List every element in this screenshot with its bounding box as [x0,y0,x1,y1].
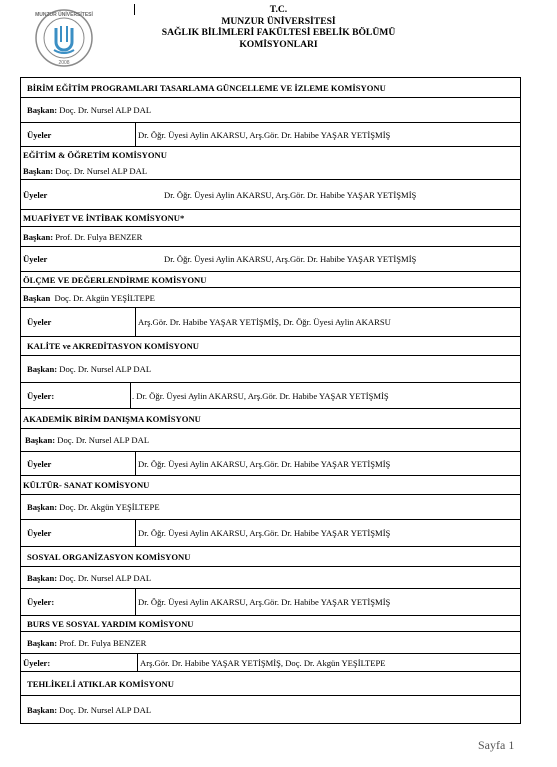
header-line-faculty: SAĞLIK BİLİMLERİ FAKÜLTESİ EBELİK BÖLÜMÜ [161,27,396,39]
chair-name: Prof. Dr. Fulya BENZER [55,231,143,242]
commission-title [21,78,520,97]
commission-members-row [21,122,520,146]
commission-chair-row [21,566,520,588]
commission-title-text: SOSYAL ORGANİZASYON KOMİSYONU [27,551,191,562]
members-names: Dr. Öğr. Üyesi Aylin AKARSU, Arş.Gör. Dr. Habibe YAŞAR YETİŞMİŞ [164,254,417,264]
commission-title-text: KÜLTÜR- SANAT KOMİSYONU [23,480,150,490]
chair-name: Doç. Dr. Nursel ALP DAL [59,572,152,583]
commission-chair-row [21,355,520,382]
members-label: Üyeler: [23,657,51,668]
chair-label: Başkan: [27,637,58,648]
header-line-tc: T.C. [269,4,288,15]
members-label: Üyeler [23,254,48,264]
members-label: Üyeler [23,189,48,200]
commission-title-text: BURS VE SOSYAL YARDIM KOMİSYONU [27,618,194,629]
chair-name: Doç. Dr. Nursel ALP DAL [57,435,150,445]
chair-label: Başkan: [23,166,54,176]
cell-divider [135,308,136,336]
members-label: Üyeler [27,129,52,140]
commission-title-text: KALİTE ve AKREDİTASYON KOMİSYONU [27,341,199,351]
commission-title [21,615,520,631]
commission-chair-row [21,226,520,246]
chair-label: Başkan: [25,435,56,445]
chair-name: Doç. Dr. Akgün YEŞİLTEPE [54,292,155,303]
chair-label: Başkan [23,292,51,303]
commission-members-row [21,519,520,546]
commission-members-row [21,179,520,209]
commission-title-text: TEHLİKELİ ATIKLAR KOMİSYONU [27,678,174,689]
commission-members-row [21,382,520,408]
commission-title [21,671,520,695]
members-label: Üyeler [27,458,52,469]
chair-name: Doç. Dr. Nursel ALP DAL [59,364,152,374]
commission-members-row [21,246,520,271]
commission-chair-row [21,695,520,723]
chair-label: Başkan: [23,231,54,242]
chair-label: Başkan: [27,502,58,512]
svg-text:MUNZUR ÜNİVERSİTESİ: MUNZUR ÜNİVERSİTESİ [35,12,93,18]
members-names: Dr. Öğr. Üyesi Aylin AKARSU, Arş.Gör. Dr. Habibe YAŞAR YETİŞMİŞ [138,129,391,140]
chair-name: Doç. Dr. Nursel ALP DAL [55,166,148,176]
commission-title [21,408,520,428]
commission-title-text: ÖLÇME VE DEĞERLENDİRME KOMİSYONU [23,274,207,285]
cell-divider [130,383,131,408]
members-label: Üyeler [27,317,52,327]
commission-members-row [21,307,520,336]
members-label: Üyeler: [27,390,55,401]
commission-members-row [21,588,520,615]
cell-divider [137,654,138,671]
svg-text:2008: 2008 [58,60,70,66]
members-names: Arş.Gör. Dr. Habibe YAŞAR YETİŞMİŞ, Dr. Öğr. Üyesi Aylin AKARSU [138,317,391,327]
commission-title-text: MUAFİYET VE İNTİBAK KOMİSYONU* [23,213,185,223]
commission-chair-row [21,631,520,653]
chair-label: Başkan: [27,364,58,374]
commission-title-text: BİRİM EĞİTİM PROGRAMLARI TASARLAMA GÜNCELLEME VE İZLEME KOMİSYONU [27,82,386,93]
header-line-commissions: KOMİSYONLARI [239,38,318,50]
commission-title [21,146,520,163]
chair-name: Doç. Dr. Nursel ALP DAL [59,704,152,715]
chair-label: Başkan: [27,105,58,115]
commission-title [21,546,520,566]
commission-title-text: EĞİTİM & ÖĞRETİM KOMİSYONU [23,150,167,160]
page-number: Sayfa 1 [478,738,515,752]
document-header [0,4,557,50]
commission-title [21,336,520,355]
cell-divider [135,520,136,546]
commission-members-row [21,451,520,475]
commission-title [21,209,520,226]
commission-title-text: AKADEMİK BİRİM DANIŞMA KOMİSYONU [23,413,201,424]
members-label: Üyeler [27,528,52,538]
cell-divider [135,123,136,146]
chair-name: Prof. Dr. Fulya BENZER [59,637,147,648]
members-names: Dr. Öğr. Üyesi Aylin AKARSU, Arş.Gör. Dr. Habibe YAŞAR YETİŞMİŞ [164,189,417,200]
commissions-table [20,77,521,724]
commission-chair-row [21,428,520,451]
chair-name: Doç. Dr. Nursel ALP DAL [59,105,152,115]
commission-chair-row [21,97,520,122]
chair-label: Başkan: [27,704,58,715]
commission-title [21,475,520,494]
members-names: Dr. Öğr. Üyesi Aylin AKARSU, Arş.Gör. Dr. Habibe YAŞAR YETİŞMİŞ [138,528,391,538]
members-label: Üyeler: [27,597,55,607]
members-names: Dr. Öğr. Üyesi Aylin AKARSU, Arş.Gör. Dr. Habibe YAŞAR YETİŞMİŞ [138,597,391,607]
commission-members-row [21,653,520,671]
cell-divider [135,589,136,615]
members-names: Arş.Gör. Dr. Habibe YAŞAR YETİŞMİŞ, Doç. Dr. Akgün YEŞİLTEPE [140,657,386,668]
commission-chair-row [21,287,520,307]
cell-divider [135,452,136,475]
chair-label: Başkan: [27,572,58,583]
commission-chair-row [21,494,520,519]
chair-name: Doç. Dr. Akgün YEŞİLTEPE [59,502,160,512]
members-names: Dr. Öğr. Üyesi Aylin AKARSU, Arş.Gör. Dr. Habibe YAŞAR YETİŞMİŞ [138,458,391,469]
commission-title [21,271,520,287]
members-names: . Dr. Öğr. Üyesi Aylin AKARSU, Arş.Gör. Dr. Habibe YAŞAR YETİŞMİŞ [132,390,389,401]
header-line-university: MUNZUR ÜNİVERSİTESİ [221,15,336,27]
commission-chair-row [21,163,520,179]
